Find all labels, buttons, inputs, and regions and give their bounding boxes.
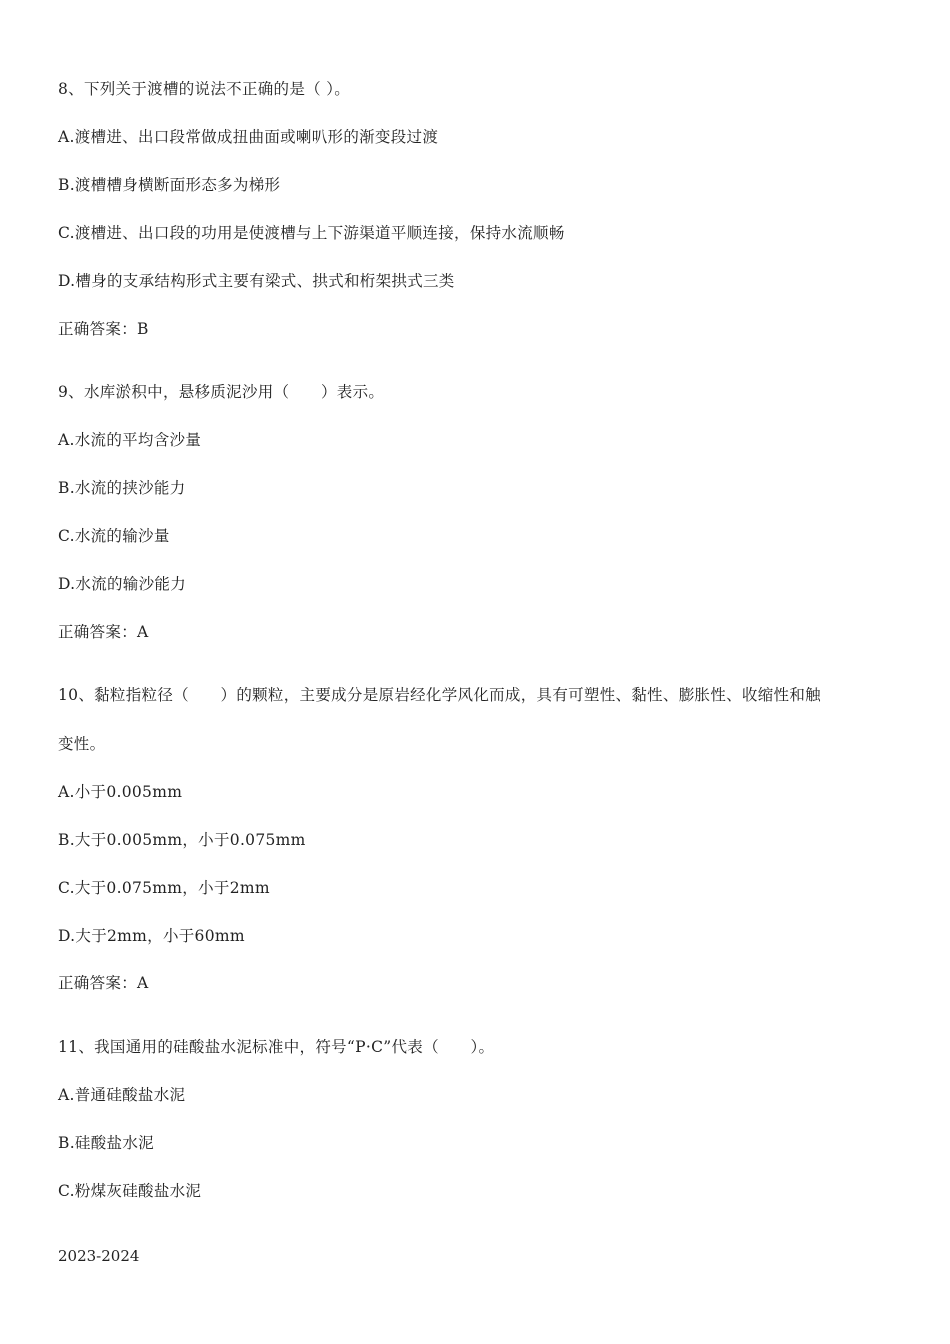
question-9-stem: 9、水库淤积中，悬移质泥沙用（ ）表示。 (58, 383, 385, 401)
question-11-option-c: C.粉煤灰硅酸盐水泥 (58, 1182, 202, 1200)
question-10-answer: 正确答案：A (58, 974, 149, 992)
question-8-option-a: A.渡槽进、出口段常做成扭曲面或喇叭形的渐变段过渡 (58, 128, 439, 146)
question-11-option-b: B.硅酸盐水泥 (58, 1134, 154, 1152)
question-8-answer: 正确答案：B (58, 320, 149, 338)
question-10-stem-line-1: 10、黏粒指粒径（ ）的颗粒，主要成分是原岩经化学风化而成，具有可塑性、黏性、膨胀性、收缩性和触 (58, 686, 821, 704)
question-10-option-a: A.小于0.005mm (58, 783, 183, 801)
question-10-option-c: C.大于0.075mm，小于2mm (58, 879, 270, 897)
question-10-option-d: D.大于2mm，小于60mm (58, 927, 245, 945)
question-9-option-d: D.水流的输沙能力 (58, 575, 187, 593)
question-10-option-b: B.大于0.005mm，小于0.075mm (58, 831, 306, 849)
question-9-option-b: B.水流的挟沙能力 (58, 479, 186, 497)
question-8-option-b: B.渡槽槽身横断面形态多为梯形 (58, 176, 281, 194)
question-8-stem: 8、下列关于渡槽的说法不正确的是（ ）。 (58, 80, 351, 98)
question-9-option-a: A.水流的平均含沙量 (58, 431, 202, 449)
question-8-option-d: D.槽身的支承结构形式主要有梁式、拱式和桁架拱式三类 (58, 272, 455, 290)
question-9-option-c: C.水流的输沙量 (58, 527, 170, 545)
question-10-stem-line-2: 变性。 (58, 735, 106, 753)
page-footer-year: 2023-2024 (58, 1247, 140, 1265)
question-11-option-a: A.普通硅酸盐水泥 (58, 1086, 186, 1104)
question-9-answer: 正确答案：A (58, 623, 149, 641)
question-11-stem: 11、我国通用的硅酸盐水泥标准中，符号“P·C”代表（ ）。 (58, 1038, 495, 1056)
question-8-option-c: C.渡槽进、出口段的功用是使渡槽与上下游渠道平顺连接，保持水流顺畅 (58, 224, 565, 242)
